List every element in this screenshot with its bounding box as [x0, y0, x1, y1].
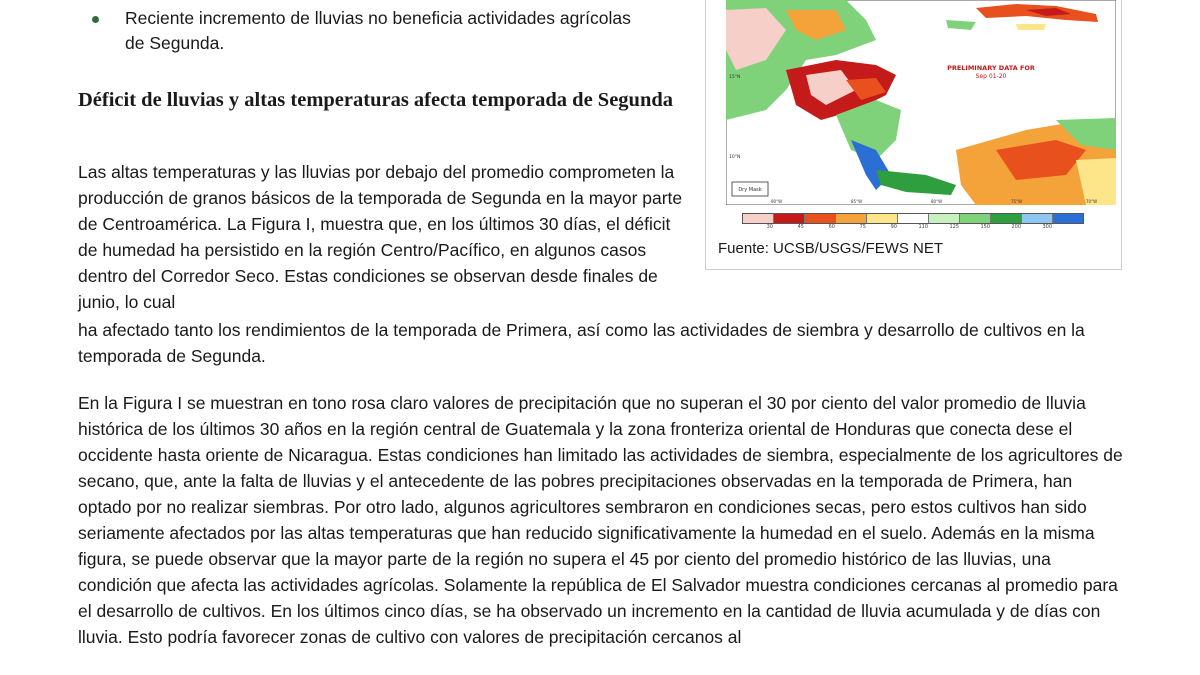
- legend-tick-label: 90: [890, 224, 897, 230]
- bullet-text: Reciente incremento de lluvias no beneficia actividades agrícolas de Segunda.: [125, 8, 631, 53]
- legend-tick-label: 30: [766, 224, 773, 230]
- figure-rainfall-map: [705, 0, 1122, 270]
- bullet-item: [92, 6, 652, 56]
- lon-label-80w: 80°W: [931, 199, 943, 204]
- rainfall-legend-ticks: [742, 224, 1052, 230]
- hispaniola-landmass: [1016, 24, 1046, 30]
- legend-tick-label: 75: [859, 224, 866, 230]
- map-date-label: Sep 01-20: [975, 73, 1007, 80]
- legend-swatch: [898, 214, 929, 223]
- legend-swatch: [1022, 214, 1053, 223]
- summary-bullet-list: [92, 6, 652, 56]
- central-america-rainfall-map: [726, 0, 1116, 205]
- legend-swatch: [960, 214, 991, 223]
- legend-swatch: [1053, 214, 1083, 223]
- lon-label-85w: 85°W: [851, 199, 863, 204]
- paragraph-2: En la Figura I se muestran en tono rosa claro valores de precipitación que no superan el 30 por ciento del valor promedio de lluvia histórica de los últimos 30 años en la región central de Guatemala y la zona fronteriza oriental de Honduras que conecta dese el occidente hasta oriente de Nicaragua. Estas condiciones han limitado las actividades de siembra, especialmente de los agricultores de secano, que, ante la falta de lluvias y el antecedente de las pobres precipitaciones observadas en la temporada de Primera, han optado por no realizar siembras. Por otro lado, algunos agricultores sembraron en condiciones secas, pero estos cultivos han sido seriamente afectados por las altas temperaturas que han reducido significativamente la humedad en el suelo. Además en la misma figura, se puede observar que la mayor parte de la región no supera el 45 por ciento del promedio histórico de las lluvias, una condición que afecta las actividades agrícolas. Solamente la república de El Salvador muestra condiciones cercanas al promedio para el desarrollo de cultivos. En los últimos cinco días, se ha observado un incremento en la cantidad de lluvia acumulada y de días con lluvia. Esto podría favorecer zonas de cultivo con valores de precipitación cercanos al: [78, 393, 1123, 647]
- legend-swatch: [743, 214, 774, 223]
- lat-label-10n: 10°N: [729, 155, 741, 160]
- legend-tick-label: 110: [918, 224, 928, 230]
- paragraph-1-part-1: Las altas temperaturas y las lluvias por debajo del promedio comprometen la producción de granos básicos de la temporada de Segunda en la mayor parte de Centroamérica. La Figura I, muestra que, en los últimos 30 días, el déficit de humedad ha persistido en la región Centro/Pacífico, en algunos casos dentro del Corredor Seco. Estas condiciones se observan desde finales de junio, lo cual: [78, 162, 683, 312]
- legend-swatch: [774, 214, 805, 223]
- legend-swatch: [836, 214, 867, 223]
- legend-swatch: [929, 214, 960, 223]
- bullet-dot-icon: [92, 16, 99, 23]
- legend-swatch: [867, 214, 898, 223]
- lon-label-90w: 90°W: [771, 199, 783, 204]
- lat-label-15n: 15°N: [729, 75, 741, 80]
- section-heading: Déficit de lluvias y altas temperaturas afecta temporada de Segunda: [78, 89, 674, 111]
- legend-swatch: [805, 214, 836, 223]
- legend-tick-label: 125: [949, 224, 959, 230]
- figure-source: Fuente: UCSB/USGS/FEWS NET: [718, 240, 944, 257]
- legend-tick-label: 300: [1042, 224, 1052, 230]
- legend-tick-label: 45: [797, 224, 804, 230]
- legend-tick-label: 60: [828, 224, 835, 230]
- rainfall-legend-bar: [742, 213, 1084, 224]
- legend-tick-label: 200: [1011, 224, 1021, 230]
- legend-swatch: [991, 214, 1022, 223]
- map-preliminary-label: PRELIMINARY DATA FOR: [947, 64, 1035, 72]
- lon-label-75w: 75°W: [1011, 199, 1023, 204]
- legend-tick-label: 150: [980, 224, 990, 230]
- dry-mask-label: Dry Mask: [738, 187, 762, 193]
- paragraph-1-part-2: ha afectado tanto los rendimientos de la temporada de Primera, así como las actividades de siembra y desarrollo de cultivos en la temporada de Segunda.: [78, 320, 1085, 366]
- lon-label-70w: 70°W: [1086, 199, 1098, 204]
